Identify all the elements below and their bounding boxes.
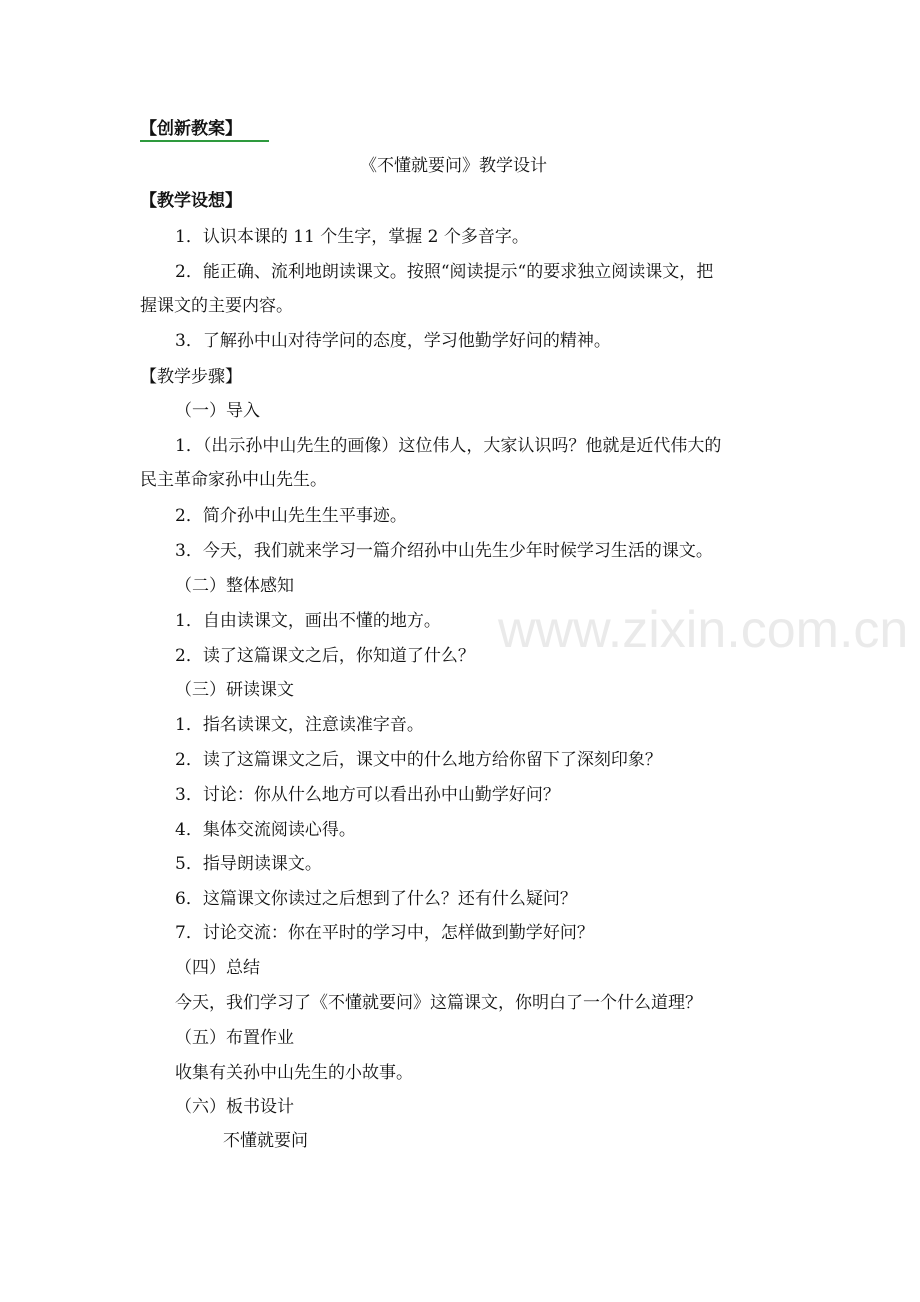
paragraph: 4．集体交流阅读心得。 [175,820,356,840]
paragraph: 2．读了这篇课文之后，你知道了什么？ [175,646,475,666]
section-tag: 【创新教案】 [140,119,242,139]
subsection-heading: （六）板书设计 [175,1097,294,1117]
paragraph: 2．能正确、流利地朗读课文。按照“阅读提示“的要求独立阅读课文，把 [175,262,714,282]
paragraph-continuation: 民主革命家孙中山先生。 [140,470,327,490]
board-title: 不懂就要问 [223,1131,308,1151]
steps-heading: 【教学步骤】 [140,367,242,387]
watermark: www.zixin.com.cn [498,601,909,659]
paragraph: 1．指名读课文，注意读准字音。 [175,715,424,735]
paragraph: 收集有关孙中山先生的小故事。 [175,1063,413,1083]
idea-heading: 【教学设想】 [140,191,242,211]
paragraph: 6．这篇课文你读过之后想到了什么？还有什么疑问？ [175,889,577,909]
paragraph: 7．讨论交流：你在平时的学习中，怎样做到勤学好问？ [175,923,594,943]
paragraph: 2．简介孙中山先生生平事迹。 [175,506,407,526]
paragraph: 1．（出示孙中山先生的画像）这位伟人，大家认识吗？他就是近代伟大的 [175,436,722,456]
paragraph-continuation: 握课文的主要内容。 [140,296,293,316]
section-tag-underline [140,140,269,142]
paragraph: 1．自由读课文，画出不懂的地方。 [175,611,441,631]
subsection-heading: （一）导入 [175,401,260,421]
paragraph: 3．了解孙中山对待学问的态度，学习他勤学好问的精神。 [175,331,611,351]
subsection-heading: （三）研读课文 [175,680,294,700]
subsection-heading: （四）总结 [175,958,260,978]
paragraph: 3．今天，我们就来学习一篇介绍孙中山先生少年时候学习生活的课文。 [175,541,713,561]
paragraph: 2．读了这篇课文之后，课文中的什么地方给你留下了深刻印象？ [175,750,662,770]
paragraph: 今天，我们学习了《不懂就要问》这篇课文，你明白了一个什么道理？ [175,993,702,1013]
paragraph: 1．认识本课的 11 个生字，掌握 2 个多音字。 [175,227,529,247]
paragraph: 5．指导朗读课文。 [175,854,322,874]
subsection-heading: （五）布置作业 [175,1028,294,1048]
subsection-heading: （二）整体感知 [175,576,294,596]
document-title: 《不懂就要问》教学设计 [360,156,547,176]
paragraph: 3．讨论：你从什么地方可以看出孙中山勤学好问？ [175,785,560,805]
